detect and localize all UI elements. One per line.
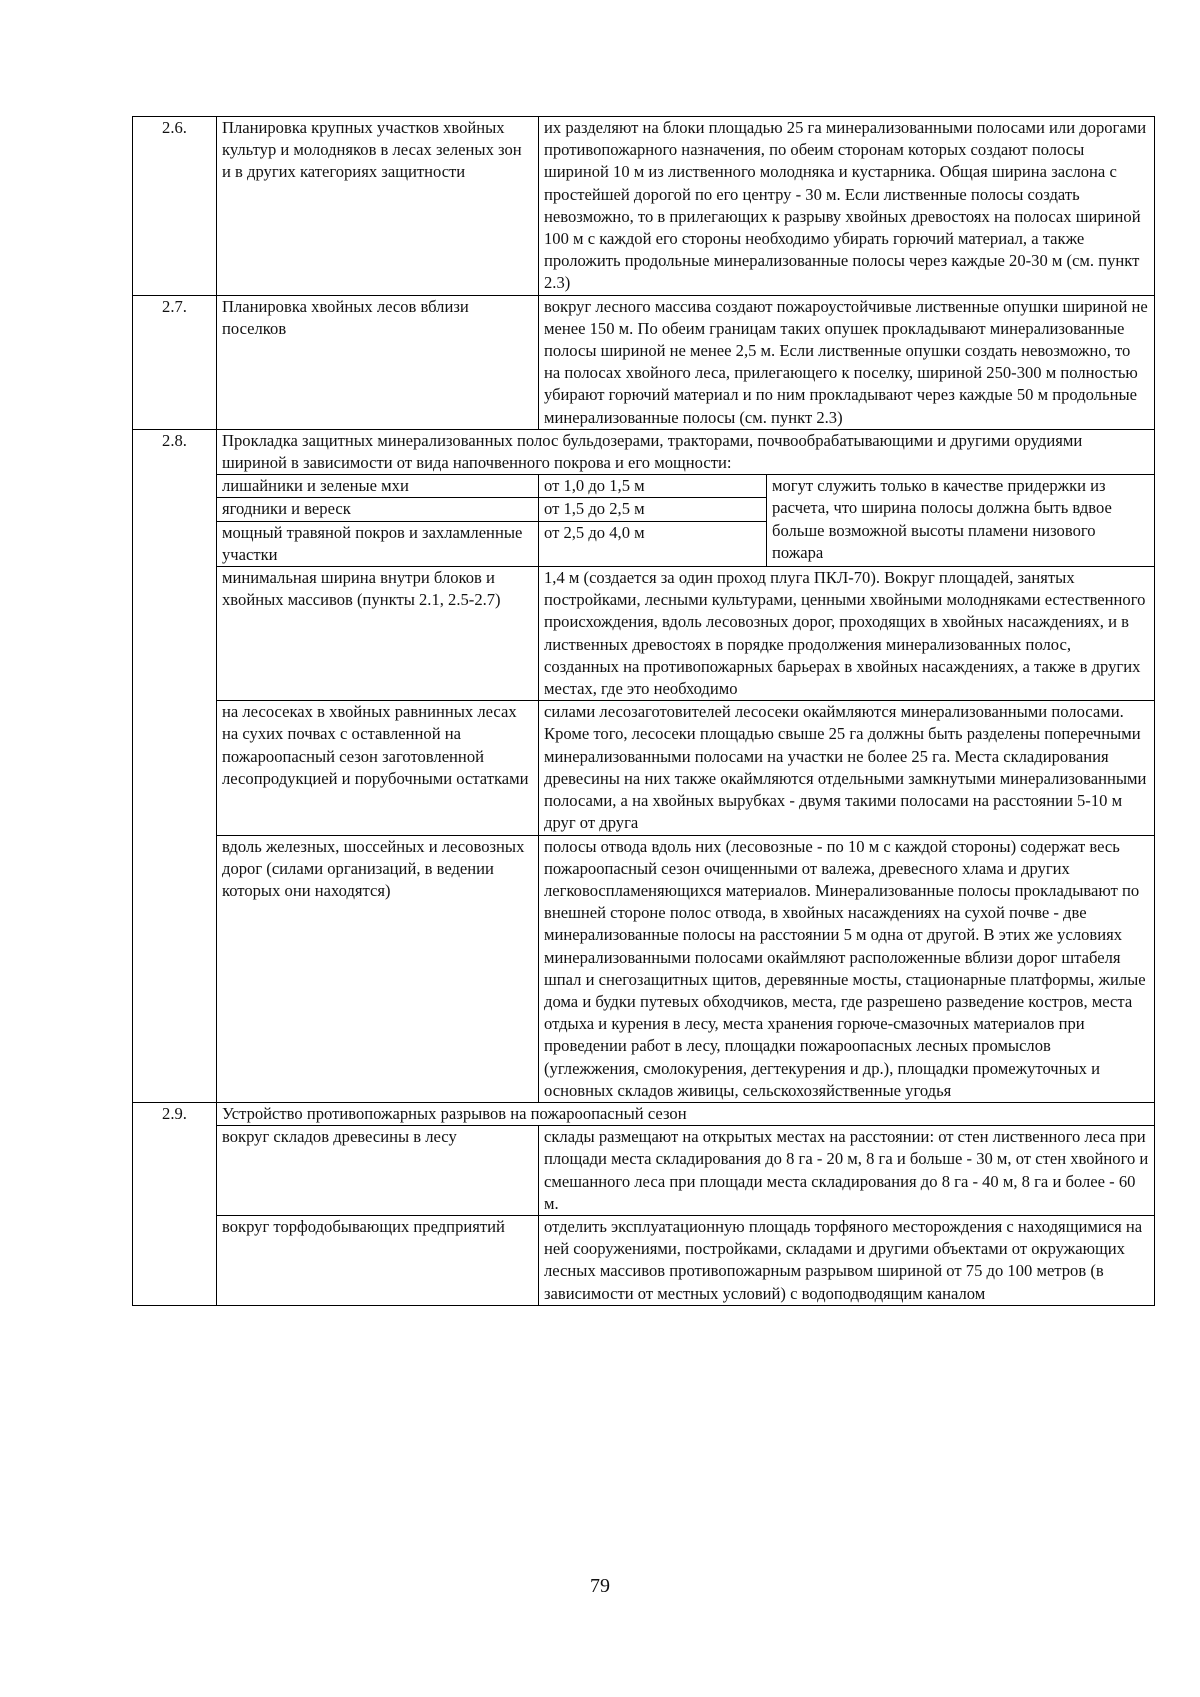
measure-description: их разделяют на блоки площадью 25 га минерализованными полосами или дорогами противопожарного назначения, по обеим сторонам которых создают полосы шириной 10 м из лиственного молодняка и кустарника. Общая ширина заслона с простейшей дорогой по его центру - 30 м. Если лиственные полосы создать невозможно, то в прилегающих к разрыву хвойных древостоях на полосах шириной 100 м с каждой его стороны необходимо убирать горючий материал, а также проложить продольные минерализованные полосы через каждые 20-30 м (см. пункт 2.3)	[539, 117, 1155, 296]
page-number: 79	[590, 1575, 610, 1597]
sub-measure-name: на лесосеках в хвойных равнинных лесах на сухих почвах с оставленной на пожароопасный сезон заготовленной лесопродукцией и порубочными остатками	[217, 701, 539, 835]
sub-measure-description: силами лесозаготовителей лесосеки окаймляются минерализованными полосами. Кроме того, лесосеки площадью свыше 25 га должны быть разделены поперечными минерализованными полосами на участки не более 25 га. Места складирования древесины на них также окаймляются отдельными замкнутыми минерализованными полосами, а на хвойных вырубках - двумя такими полосами на расстоянии 5-10 м друг от друга	[539, 701, 1155, 835]
sub-measure-description: отделить эксплуатационную площадь торфяного месторождения с находящимися на ней сооружениями, постройками, складами и другими объектами от окружающих лесных массивов противопожарным разрывом шириной от 75 до 100 метров (в зависимости от местных условий) с водоподводящим каналом	[539, 1215, 1155, 1305]
measure-name: Планировка хвойных лесов вблизи поселков	[217, 295, 539, 429]
sub-measure-name: минимальная ширина внутри блоков и хвойных массивов (пункты 2.1, 2.5-2.7)	[217, 567, 539, 701]
sub-measure-row	[133, 567, 1155, 701]
sub-measure-row	[133, 701, 1155, 835]
sub-measure-description: склады размещают на открытых местах на расстоянии: от стен лиственного леса при площади места складирования до 8 га - 20 м, 8 га и больше - 30 м, от стен хвойного и смешанного леса при площади места складирования до 8 га - 40 м, 8 га и более - 60 м.	[539, 1126, 1155, 1216]
cover-type-row	[133, 475, 1155, 498]
measure-name: Планировка крупных участков хвойных культур и молодняков в лесах зеленых зон и в других категориях защитности	[217, 117, 539, 296]
sub-measure-name: вдоль железных, шоссейных и лесовозных дорог (силами организаций, в ведении которых они находятся)	[217, 835, 539, 1102]
cover-type-name: ягодники и вереск	[217, 498, 539, 521]
sub-measure-name: вокруг складов древесины в лесу	[217, 1126, 539, 1216]
sub-measure-row	[133, 1215, 1155, 1305]
row-number: 2.6.	[133, 117, 217, 296]
row-number: 2.9.	[133, 1102, 217, 1305]
row-number: 2.7.	[133, 295, 217, 429]
sub-measure-row	[133, 835, 1155, 1102]
cover-type-width: от 1,5 до 2,5 м	[539, 498, 767, 521]
sub-measure-description: 1,4 м (создается за один проход плуга ПКЛ-70). Вокруг площадей, занятых постройками, лесными культурами, ценными хвойными молодняками естественного происхождения, вдоль лесовозных дорог, проходящих в хвойных насаждениях, и в лиственных древостоях в порядке продолжения минерализованных полос, созданных на противопожарных барьерах в хвойных насаждениях, а также в других местах, где это необходимо	[539, 567, 1155, 701]
cover-type-name: лишайники и зеленые мхи	[217, 475, 539, 498]
cover-type-name: мощный травяной покров и захламленные участки	[217, 521, 539, 566]
sub-measure-description: полосы отвода вдоль них (лесовозные - по 10 м с каждой стороны) содержат весь пожароопасный сезон очищенными от валежа, древесного хлама и других легковоспламеняющихся материалов. Минерализованные полосы прокладывают по внешней стороне полос отвода, в хвойных насаждениях на сухой почве - две минерализованные полосы на расстоянии 5 м одна от другой. В этих же условиях минерализованными полосами окаймляют расположенные вблизи дорог штабеля шпал и снегозащитных щитов, деревянные мосты, стационарные платформы, жилые дома и будки путевых обходчиков, места, где разрешено разведение костров, места отдыха и курения в лесу, места хранения горюче-смазочных материалов при проведении работ в лесу, площадки пожароопасных лесных промыслов (углежжения, смолокурения, дегтекурения и др.), площадки промежуточных и основных складов живицы, сельскохозяйственные угодья	[539, 835, 1155, 1102]
cover-type-width: от 1,0 до 1,5 м	[539, 475, 767, 498]
table-row-2-9	[133, 1102, 1155, 1125]
table-row-2-6	[133, 117, 1155, 296]
sub-measure-name: вокруг торфодобывающих предприятий	[217, 1215, 539, 1305]
table-row-2-7	[133, 295, 1155, 429]
measure-description: вокруг лесного массива создают пожароустойчивые лиственные опушки шириной не менее 150 м. По обеим границам таких опушек прокладывают минерализованные полосы шириной не менее 2,5 м. Если лиственные опушки создать невозможно, то на полосах хвойного леса, прилегающего к поселку, шириной 250-300 м полностью убирают горючий материал и по ним прокладывают через каждые 50 м продольные минерализованные полосы (см. пункт 2.3)	[539, 295, 1155, 429]
table-row-2-8	[133, 429, 1155, 474]
section-heading: Устройство противопожарных разрывов на пожароопасный сезон	[217, 1102, 1155, 1125]
cover-type-note: могут служить только в качестве придержки из расчета, что ширина полосы должна быть вдвое больше возможной высоты пламени низового пожара	[767, 475, 1155, 567]
cover-type-width: от 2,5 до 4,0 м	[539, 521, 767, 566]
section-heading: Прокладка защитных минерализованных полос бульдозерами, тракторами, почвообрабатывающими и другими орудиями шириной в зависимости от вида напочвенного покрова и его мощности:	[217, 429, 1155, 474]
regulation-table	[132, 116, 1155, 1306]
sub-measure-row	[133, 1126, 1155, 1216]
row-number: 2.8.	[133, 429, 217, 1102]
